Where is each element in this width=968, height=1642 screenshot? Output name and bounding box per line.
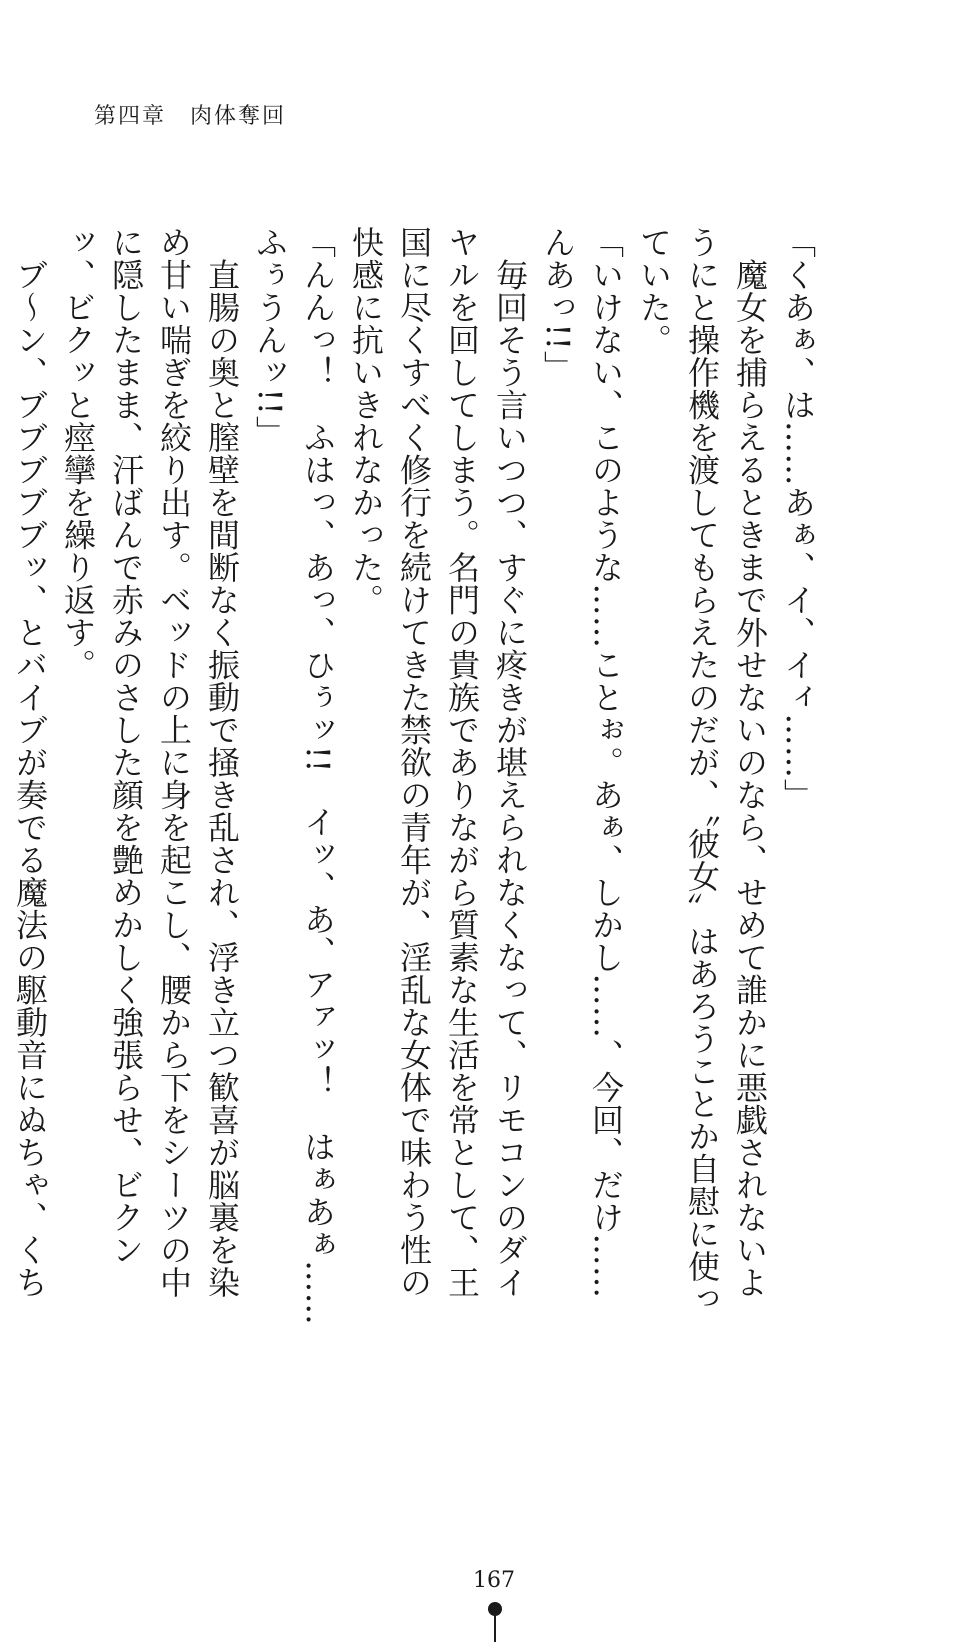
paragraph-narration: ブ～ン、ブブブブブッ、とバイブが奏でる魔法の駆動音にぬちゃ、くち xyxy=(11,258,49,1299)
body-text xyxy=(11,226,822,1326)
paragraph-narration: 魔女を捕らえるときまで外せないのなら、せめて誰かに悪戯されないようにと操作機を渡してもらえたのだが、〝彼女〟はあろうことか自慰に使っていた。 xyxy=(635,226,769,1315)
page-marker-icon xyxy=(488,1602,502,1642)
chapter-header: 第四章 肉体奪回 xyxy=(94,104,287,129)
paragraph-dialogue: 「いけない、このような……ことぉ。あぁ、しかし……、今回、だけ……んあっ!!」 xyxy=(539,226,625,1299)
paragraph-dialogue: 「んんっ！ ふはっ、あっ、ひぅッ!! イッ、あ、アァッ！ はぁあぁ……ふぅうんッ!!」 xyxy=(251,226,337,1326)
paragraph-narration: 毎回そう言いつつ、すぐに疼きが堪えられなくなって、リモコンのダイヤルを回してしまう。名門の貴族でありながら質素な生活を常として、王国に尽くすべく修行を続けてきた禁欲の青年が、淫乱な女体で味わう性の快感に抗いきれなかった。 xyxy=(347,226,529,1299)
paragraph-narration: 直腸の奥と膣壁を間断なく振動で掻き乱され、浮き立つ歓喜が脳裏を染め甘い喘ぎを絞り出す。ベッドの上に身を起こし、腰から下をシーツの中に隠したまま、汗ばんで赤みのさした顔を艶めかしく強張らせ、ビクンッ、ビクッと痙攣を繰り返す。 xyxy=(59,226,241,1299)
paragraph-dialogue: 「くあぁ、は……あぁ、イ、イィ……」 xyxy=(779,226,817,811)
page-number: 167 xyxy=(473,1568,515,1593)
page-marker-stem xyxy=(494,1612,496,1642)
